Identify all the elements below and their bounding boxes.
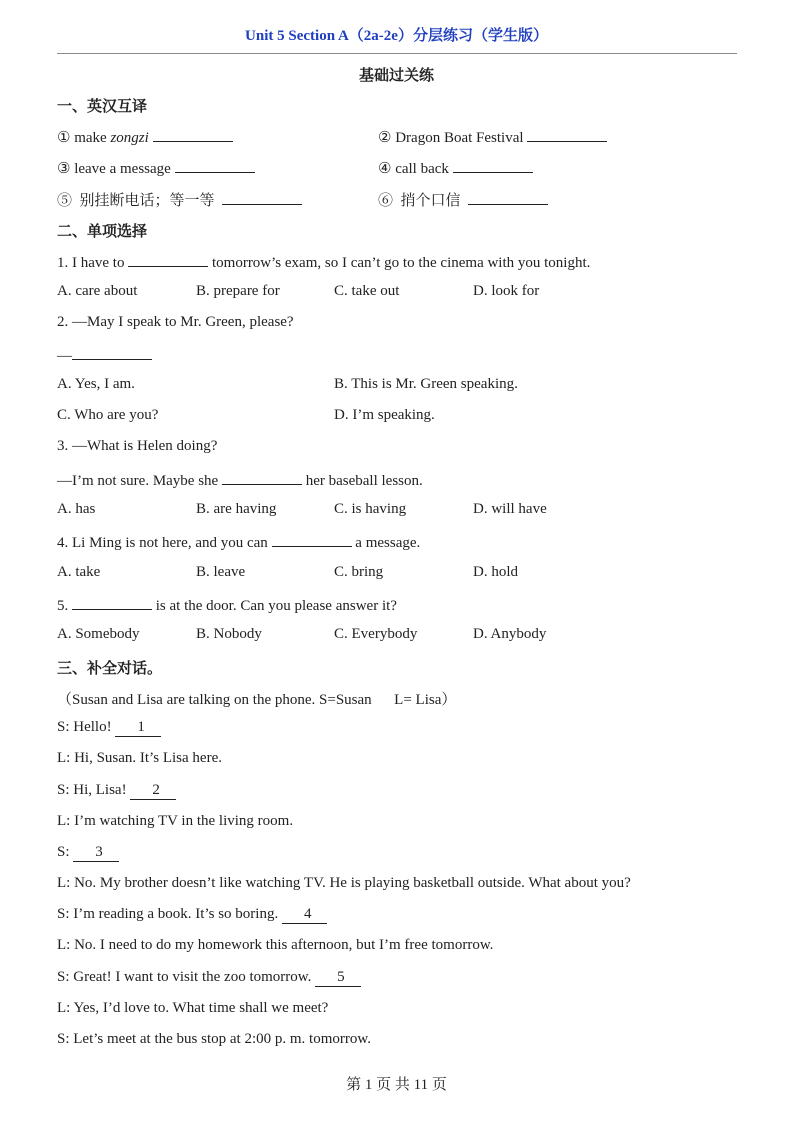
answer-blank[interactable] — [128, 252, 208, 267]
question-1-stem: 1. I have to tomorrow’s exam, so I can’t go to the cinema with you tonight. — [57, 252, 590, 272]
question-4-stem: 4. Li Ming is not here, and you can a message. — [57, 532, 420, 552]
dialogue-line-7: S: I’m reading a book. It’s so boring. 4 — [57, 906, 327, 924]
q2-option-c[interactable]: C. Who are you? — [57, 407, 159, 423]
translate-item-3: ③ leave a message — [57, 158, 255, 178]
q3-option-b[interactable]: B. are having — [196, 501, 277, 517]
section-subtitle: 基础过关练 — [358, 68, 434, 84]
answer-blank[interactable] — [468, 190, 548, 205]
q4-option-d[interactable]: D. hold — [473, 564, 518, 580]
q2-option-d[interactable]: D. I’m speaking. — [334, 407, 435, 423]
page-header-title: Unit 5 Section A（2a-2e）分层练习（学生版） — [245, 28, 548, 44]
dialogue-line-4: L: I’m watching TV in the living room. — [57, 813, 294, 829]
q2-option-a[interactable]: A. Yes, I am. — [57, 376, 135, 392]
q2-option-b[interactable]: B. This is Mr. Green speaking. — [334, 376, 518, 392]
dialogue-line-9: S: Great! I want to visit the zoo tomorrow. 5 — [57, 969, 361, 987]
question-2-reply: — — [57, 345, 152, 365]
q4-option-b[interactable]: B. leave — [196, 564, 246, 580]
answer-blank[interactable] — [72, 345, 152, 360]
dialogue-line-6: L: No. My brother doesn’t like watching TV. He is playing basketball outside. What about you? — [57, 875, 631, 891]
answer-blank[interactable] — [175, 158, 255, 173]
numbered-blank[interactable]: 2 — [130, 782, 176, 800]
answer-blank[interactable] — [453, 158, 533, 173]
section3-heading: 三、补全对话。 — [57, 661, 163, 677]
answer-blank[interactable] — [527, 127, 607, 142]
answer-blank[interactable] — [153, 127, 233, 142]
q4-option-c[interactable]: C. bring — [334, 564, 384, 580]
dialogue-line-11: S: Let’s meet at the bus stop at 2:00 p. m. tomorrow. — [57, 1031, 371, 1047]
section1-heading: 一、英汉互译 — [57, 99, 148, 115]
dialogue-line-8: L: No. I need to do my homework this afternoon, but I’m free tomorrow. — [57, 937, 494, 953]
translate-item-4: ④ call back — [378, 158, 533, 178]
question-5-stem: 5. is at the door. Can you please answer it? — [57, 595, 397, 615]
answer-blank[interactable] — [222, 190, 302, 205]
numbered-blank[interactable]: 4 — [282, 906, 328, 924]
dialogue-line-1: S: Hello! 1 — [57, 719, 161, 737]
q3-option-d[interactable]: D. will have — [473, 501, 547, 517]
dialogue-line-2: L: Hi, Susan. It’s Lisa here. — [57, 750, 222, 766]
translate-item-6: ⑥ 捎个口信 — [378, 189, 548, 210]
numbered-blank[interactable]: 5 — [315, 969, 361, 987]
q3-option-a[interactable]: A. has — [57, 501, 96, 517]
q4-option-a[interactable]: A. take — [57, 564, 101, 580]
q5-option-b[interactable]: B. Nobody — [196, 626, 262, 642]
dialogue-intro: （Susan and Lisa are talking on the phone. S=Susan L= Lisa） — [57, 692, 457, 708]
question-3-reply: —I’m not sure. Maybe she her baseball lesson. — [57, 470, 423, 490]
q1-option-c[interactable]: C. take out — [334, 283, 400, 299]
q1-option-d[interactable]: D. look for — [473, 283, 540, 299]
translate-item-2: ② Dragon Boat Festival — [378, 127, 607, 147]
answer-blank[interactable] — [72, 595, 152, 610]
q1-option-a[interactable]: A. care about — [57, 283, 138, 299]
numbered-blank[interactable]: 1 — [115, 719, 161, 737]
q5-option-a[interactable]: A. Somebody — [57, 626, 140, 642]
header-divider — [57, 53, 737, 54]
page-number: 第 1 页 共 11 页 — [346, 1077, 447, 1093]
numbered-blank[interactable]: 3 — [73, 844, 119, 862]
answer-blank[interactable] — [272, 532, 352, 547]
translate-item-1: ① make zongzi — [57, 127, 233, 147]
answer-blank[interactable] — [222, 470, 302, 485]
section2-heading: 二、单项选择 — [57, 224, 148, 240]
q5-option-d[interactable]: D. Anybody — [473, 626, 547, 642]
question-2-stem: 2. —May I speak to Mr. Green, please? — [57, 314, 294, 330]
dialogue-line-10: L: Yes, I’d love to. What time shall we meet? — [57, 1000, 329, 1016]
q1-option-b[interactable]: B. prepare for — [196, 283, 280, 299]
q5-option-c[interactable]: C. Everybody — [334, 626, 418, 642]
q3-option-c[interactable]: C. is having — [334, 501, 407, 517]
translate-item-5: ⑤ 别挂断电话；等一等 — [57, 189, 302, 210]
dialogue-line-3: S: Hi, Lisa! 2 — [57, 782, 176, 800]
question-3-stem: 3. —What is Helen doing? — [57, 438, 218, 454]
dialogue-line-5: S: 3 — [57, 844, 119, 862]
